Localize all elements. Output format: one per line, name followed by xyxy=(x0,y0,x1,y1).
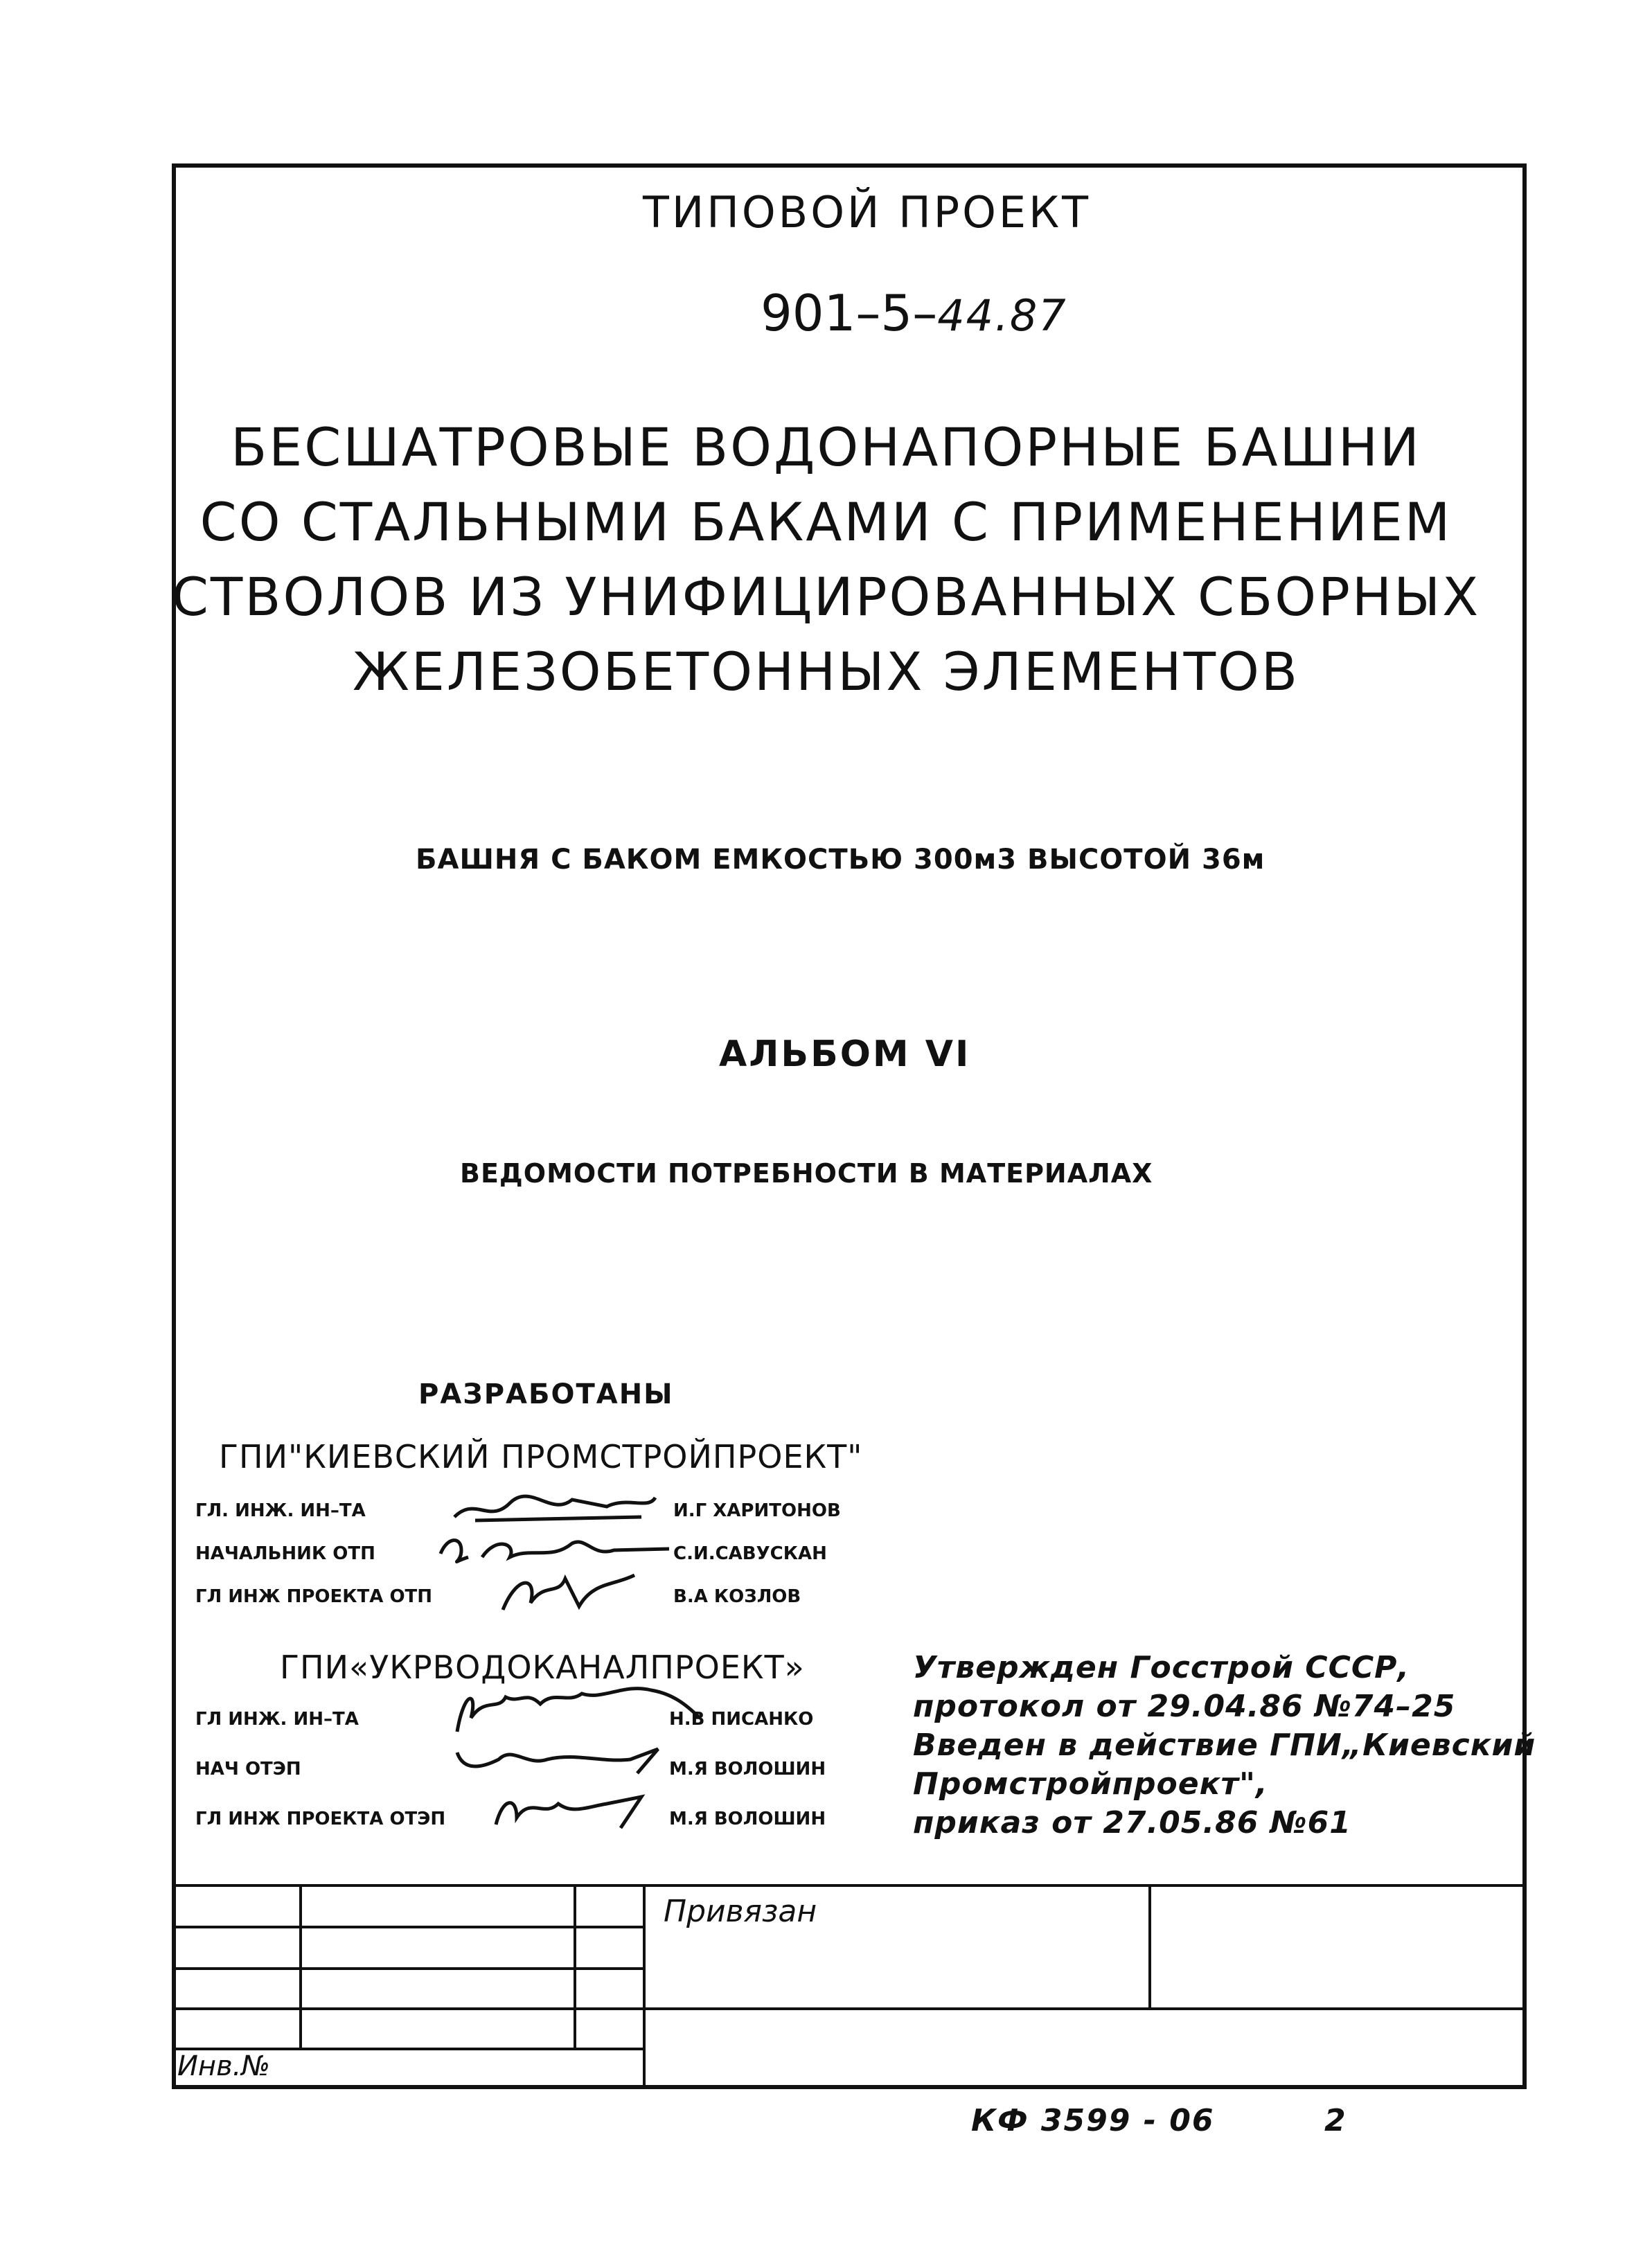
signature-org2-1 xyxy=(443,1676,707,1739)
project-number xyxy=(761,284,1067,342)
org1-person-1: И.Г ХАРИТОНОВ xyxy=(673,1500,841,1521)
approval-note xyxy=(913,1649,1536,1843)
album-number: АЛЬБОМ VI xyxy=(719,1033,971,1075)
album-subject: ВЕДОМОСТИ ПОТРЕБНОСТИ В МАТЕРИАЛАХ xyxy=(460,1158,1153,1189)
title-line-1: БЕСШАТРОВЫЕ ВОДОНАПОРНЫЕ БАШНИ xyxy=(231,416,1421,478)
inventory-number-label: Инв.№ xyxy=(177,2050,270,2082)
signature-org2-3 xyxy=(489,1783,655,1831)
approval-line-5: приказ от 27.05.86 №61 xyxy=(913,1805,1351,1840)
org2-role-3: ГЛ ИНЖ ПРОЕКТА ОТЭП xyxy=(195,1809,446,1829)
org1-role-3: ГЛ ИНЖ ПРОЕКТА ОТП xyxy=(195,1586,433,1607)
org1-role-2: НАЧАЛЬНИК ОТП xyxy=(195,1543,375,1564)
org1-person-3: В.А КОЗЛОВ xyxy=(673,1586,801,1607)
project-number-handwritten: 44.87 xyxy=(937,290,1067,341)
project-number-printed: 901–5– xyxy=(761,284,938,342)
org1-role-1: ГЛ. ИНЖ. ИН–ТА xyxy=(195,1500,366,1521)
document-subtitle: БАШНЯ С БАКОМ ЕМКОСТЬЮ 300м3 ВЫСОТОЙ 36м xyxy=(416,844,1265,876)
signature-org2-2 xyxy=(450,1732,679,1780)
approval-line-1: Утвержден Госстрой СССР, xyxy=(913,1650,1410,1685)
signature-org1-1 xyxy=(447,1489,669,1531)
org2-role-2: НАЧ ОТЭП xyxy=(195,1759,301,1780)
org2-person-1: Н.В ПИСАНКО xyxy=(669,1709,814,1730)
developers-heading: РАЗРАБОТАНЫ xyxy=(418,1378,674,1410)
org1-person-2: С.И.САВУСКАН xyxy=(673,1543,827,1564)
approval-line-3: Введен в действие ГПИ„Киевский xyxy=(913,1728,1536,1763)
org1-name: ГПИ"КИЕВСКИЙ ПРОМСТРОЙПРОЕКТ" xyxy=(219,1438,863,1475)
signature-org1-3 xyxy=(496,1568,648,1617)
org2-roles xyxy=(195,1694,445,1844)
approval-line-4: Промстройпроект", xyxy=(913,1766,1268,1802)
title-line-3: СТВОЛОВ ИЗ УНИФИЦИРОВАННЫХ СБОРНЫХ xyxy=(171,566,1481,628)
org2-name: ГПИ«УКРВОДОКАНАЛПРОЕКТ» xyxy=(280,1649,805,1686)
title-line-4: ЖЕЛЕЗОБЕТОННЫХ ЭЛЕМЕНТОВ xyxy=(353,641,1299,702)
page-number: 2 xyxy=(1324,2103,1346,2138)
org1-roles xyxy=(195,1489,432,1618)
document-title xyxy=(0,410,1652,709)
approval-line-2: протокол от 29.04.86 №74–25 xyxy=(913,1689,1456,1724)
title-line-2: СО СТАЛЬНЫМИ БАКАМИ С ПРИМЕНЕНИЕМ xyxy=(199,491,1453,553)
org2-person-3: М.Я ВОЛОШИН xyxy=(669,1809,826,1829)
document-header: ТИПОВОЙ ПРОЕКТ xyxy=(643,187,1091,238)
signature-org1-2 xyxy=(434,1529,683,1571)
org1-names xyxy=(673,1489,841,1618)
bound-label: Привязан xyxy=(664,1894,817,1929)
org2-role-1: ГЛ ИНЖ. ИН–ТА xyxy=(195,1709,359,1730)
org2-person-2: М.Я ВОЛОШИН xyxy=(669,1759,826,1780)
drawing-code: КФ 3599 - 06 xyxy=(971,2103,1215,2138)
